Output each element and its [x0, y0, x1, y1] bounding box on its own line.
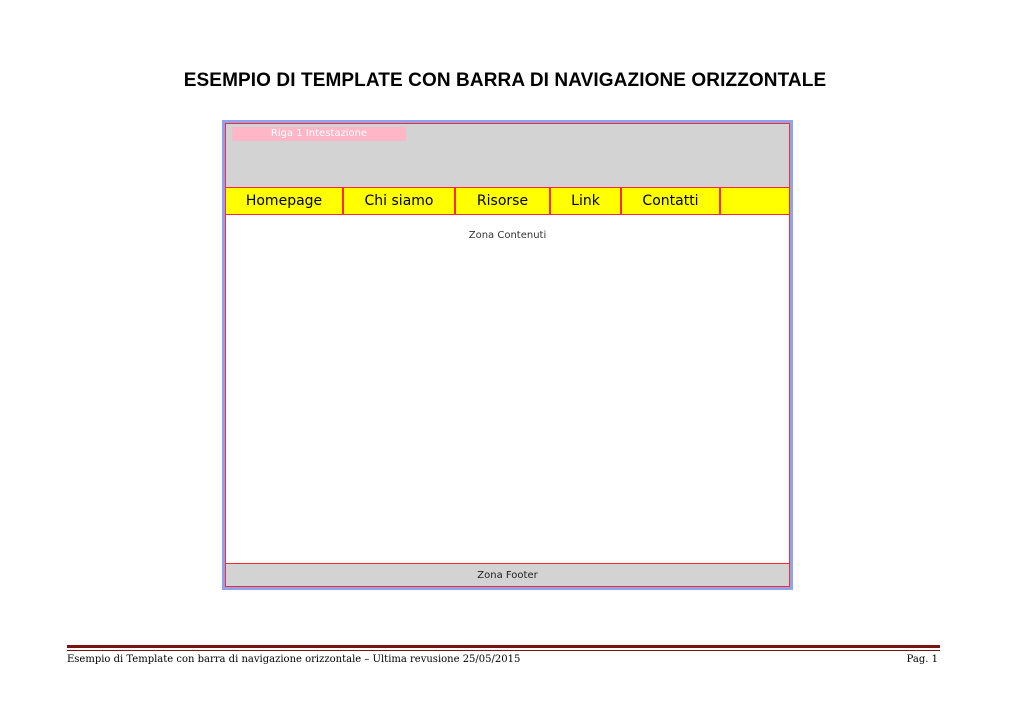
- nav-item-empty: [721, 188, 789, 214]
- page-number: Pag. 1: [906, 654, 938, 665]
- nav-item-chi-siamo[interactable]: Chi siamo: [344, 188, 456, 214]
- footer-label: Zona Footer: [477, 569, 538, 581]
- footer-zone: [226, 563, 789, 586]
- template-frame: [222, 120, 793, 590]
- header-label: Riga 1 Intestazione: [232, 127, 406, 141]
- footer-rule-thin: [67, 650, 940, 651]
- navigation-bar: [226, 187, 789, 215]
- nav-item-link[interactable]: Link: [551, 188, 622, 214]
- nav-item-homepage[interactable]: Homepage: [226, 188, 344, 214]
- page-footer-text: Esempio di Template con barra di navigazione orizzontale – Ultima revusione 25/05/2015: [67, 654, 521, 665]
- header-zone: [226, 124, 789, 187]
- footer-rule-thick: [67, 645, 940, 648]
- nav-item-risorse[interactable]: Risorse: [456, 188, 551, 214]
- nav-item-contatti[interactable]: Contatti: [622, 188, 721, 214]
- content-zone: [226, 215, 789, 563]
- document-title: ESEMPIO DI TEMPLATE CON BARRA DI NAVIGAZIONE ORIZZONTALE: [183, 70, 827, 91]
- content-label: Zona Contenuti: [468, 230, 547, 241]
- template-inner: [225, 123, 790, 587]
